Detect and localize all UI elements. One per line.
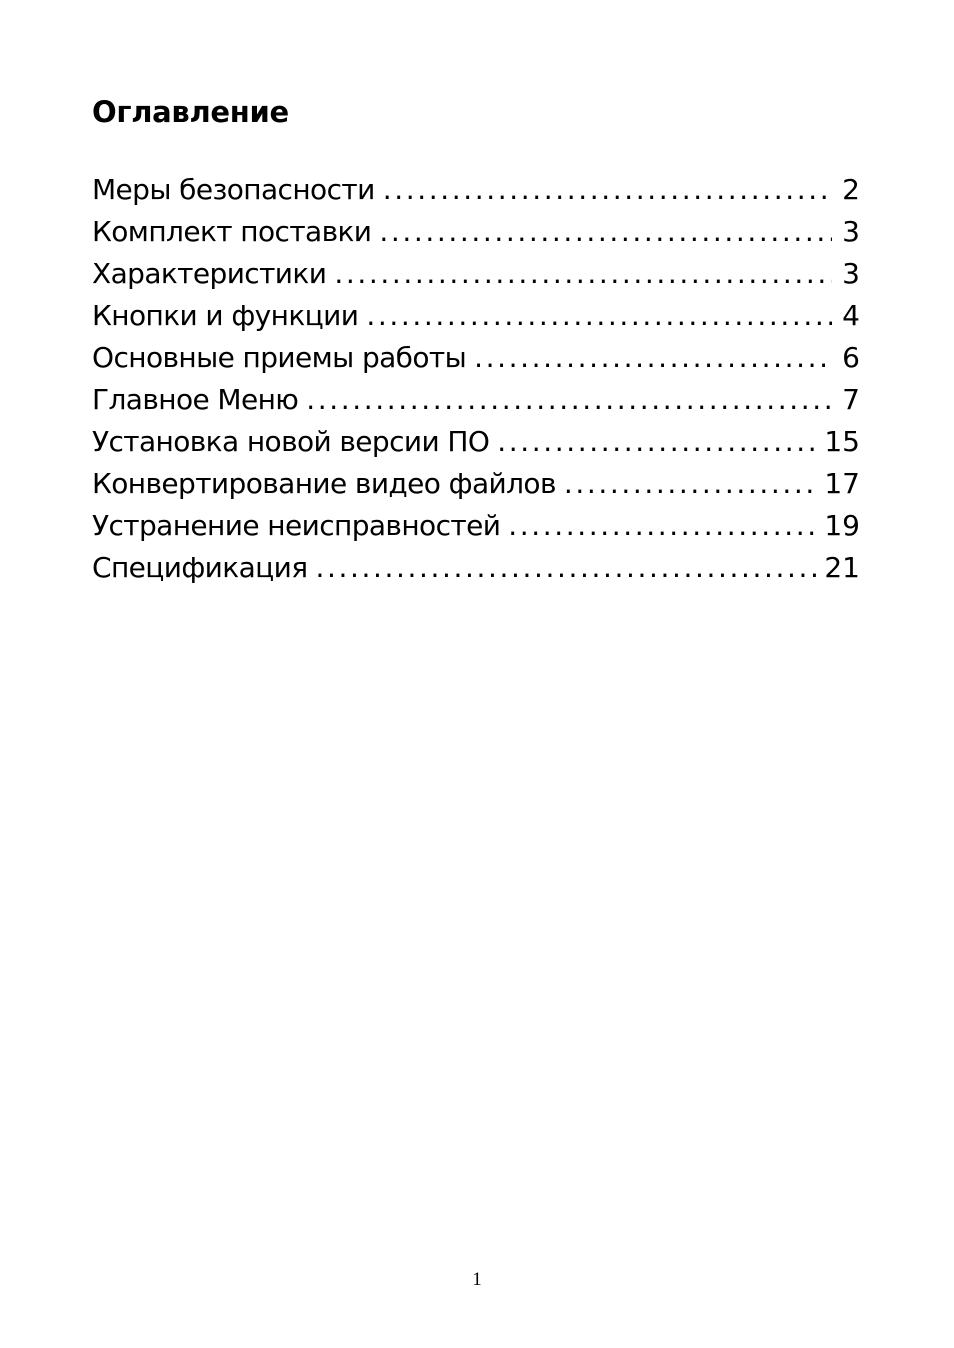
toc-dot-leader — [366, 295, 832, 337]
toc-dot-leader — [508, 505, 818, 547]
toc-entry-main-menu[interactable] — [92, 379, 860, 421]
toc-entry-safety[interactable] — [92, 169, 860, 211]
table-of-contents — [92, 169, 860, 589]
toc-entry-title: Кнопки и функции — [92, 299, 359, 332]
toc-entry-basic-operation[interactable] — [92, 337, 860, 379]
toc-entry-title: Комплект поставки — [92, 215, 372, 248]
page-number: 1 — [472, 1269, 482, 1290]
toc-dot-leader — [315, 547, 818, 589]
toc-entry-page: 2 — [842, 173, 860, 206]
toc-entry-title: Устранение неисправностей — [92, 509, 501, 542]
toc-dot-leader — [379, 211, 832, 253]
toc-entry-title: Установка новой версии ПО — [92, 425, 490, 458]
toc-entry-page: 4 — [842, 299, 860, 332]
toc-entry-page: 3 — [842, 215, 860, 248]
toc-entry-characteristics[interactable] — [92, 253, 860, 295]
toc-dot-leader — [564, 463, 818, 505]
toc-entry-title: Спецификация — [92, 551, 308, 584]
toc-entry-title: Характеристики — [92, 257, 327, 290]
toc-dot-leader — [497, 421, 818, 463]
toc-entry-page: 7 — [842, 383, 860, 416]
toc-entry-specification[interactable] — [92, 547, 860, 589]
toc-entry-page: 6 — [842, 341, 860, 374]
toc-entry-package-contents[interactable] — [92, 211, 860, 253]
toc-entry-page: 17 — [824, 467, 860, 500]
toc-entry-page: 19 — [824, 509, 860, 542]
toc-entry-firmware-update[interactable] — [92, 421, 860, 463]
toc-entry-title: Меры безопасности — [92, 173, 375, 206]
toc-dot-leader — [334, 253, 832, 295]
toc-heading: Оглавление — [92, 95, 289, 129]
toc-entry-page: 21 — [824, 551, 860, 584]
toc-entry-troubleshooting[interactable] — [92, 505, 860, 547]
toc-entry-video-conversion[interactable] — [92, 463, 860, 505]
toc-entry-title: Основные приемы работы — [92, 341, 467, 374]
toc-dot-leader — [306, 379, 832, 421]
toc-entry-title: Главное Меню — [92, 383, 299, 416]
toc-entry-page: 3 — [842, 257, 860, 290]
toc-entry-page: 15 — [824, 425, 860, 458]
toc-entry-buttons-functions[interactable] — [92, 295, 860, 337]
toc-dot-leader — [383, 169, 832, 211]
toc-entry-title: Конвертирование видео файлов — [92, 467, 556, 500]
toc-dot-leader — [474, 337, 832, 379]
